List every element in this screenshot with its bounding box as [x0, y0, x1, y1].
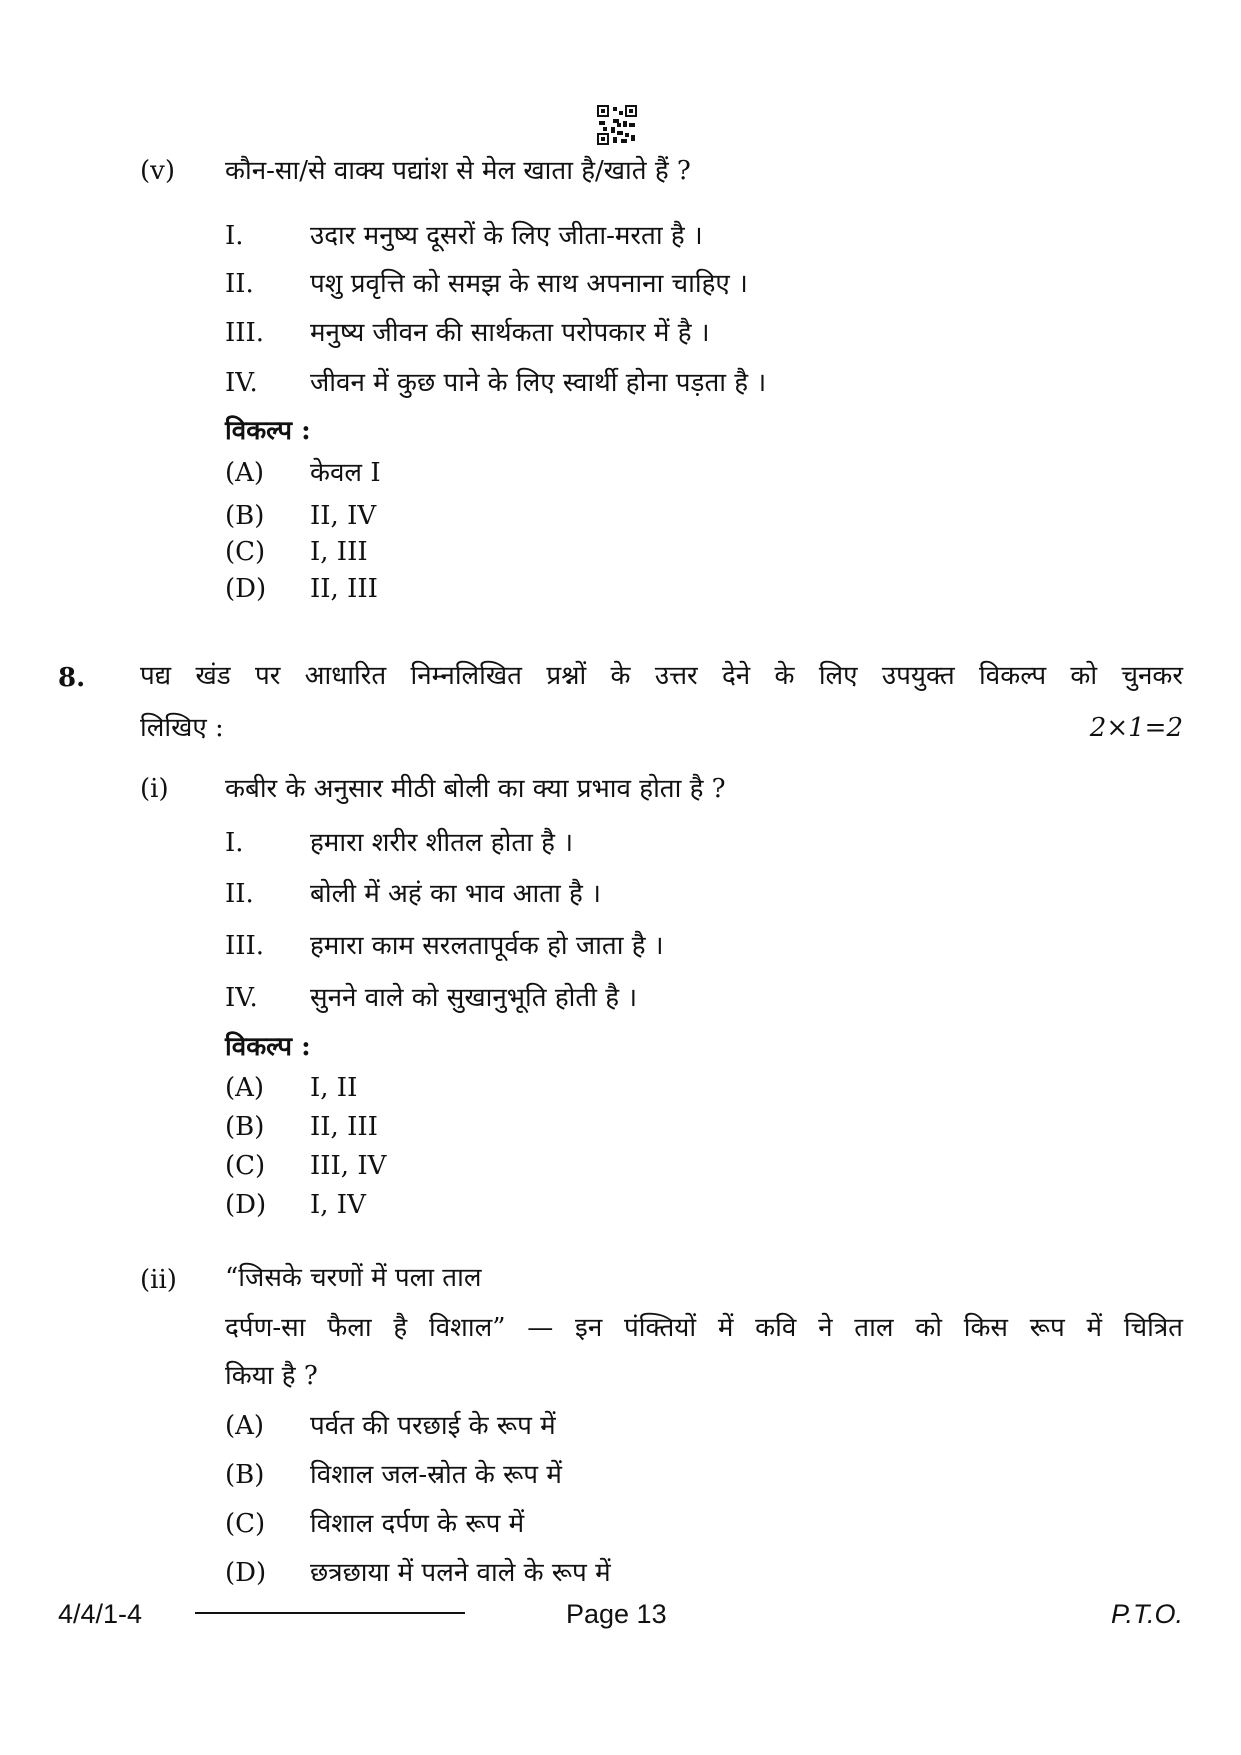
q8-part-i-number: (i)	[140, 774, 169, 804]
option-text: I, IV	[310, 1190, 366, 1220]
q8-part-ii-line1: “जिसके चरणों में पला ताल	[225, 1263, 482, 1293]
page-number: Page 13	[566, 1599, 667, 1629]
option-text: I, III	[310, 537, 368, 567]
q7-part-v-question: कौन-सा/से वाक्य पद्यांश से मेल खाता है/खाते हैं ?	[225, 156, 691, 186]
option-text: I, II	[310, 1073, 358, 1103]
option-text: III, IV	[310, 1151, 387, 1181]
option-key: (D)	[225, 1190, 267, 1220]
statement-number: IV.	[225, 983, 258, 1013]
qr-code	[597, 105, 637, 145]
option-key: (A)	[225, 1073, 265, 1103]
statement-text: सुनने वाले को सुखानुभूति होती है ।	[310, 983, 638, 1013]
q7-part-v-number: (v)	[140, 156, 175, 186]
statement-text: हमारा काम सरलतापूर्वक हो जाता है ।	[310, 931, 664, 961]
statement-number: I.	[225, 828, 244, 858]
statement-text: जीवन में कुछ पाने के लिए स्वार्थी होना पड़ता है ।	[310, 368, 767, 398]
option-key: (C)	[225, 537, 266, 567]
q8-marks: 2×1=2	[1089, 713, 1183, 743]
options-label: विकल्प :	[225, 416, 311, 446]
option-text: II, IV	[310, 501, 377, 531]
q8-instruction-line1: पद्य खंड पर आधारित निम्नलिखित प्रश्नों के उत्तर देने के लिए उपयुक्त विकल्प को चुनकर	[140, 661, 1183, 691]
option-text: II, III	[310, 574, 378, 604]
statement-text: मनुष्य जीवन की सार्थकता परोपकार में है ।	[310, 318, 710, 348]
statement-text: पशु प्रवृत्ति को समझ के साथ अपनाना चाहिए ।	[310, 269, 748, 299]
statement-text: उदार मनुष्य दूसरों के लिए जीता-मरता है ।	[310, 221, 703, 251]
paper-code: 4/4/1-4	[58, 1599, 143, 1629]
q8-part-ii-number: (ii)	[140, 1265, 177, 1295]
option-text: II, III	[310, 1112, 378, 1142]
statement-text: बोली में अहं का भाव आता है ।	[310, 879, 601, 909]
q8-part-i-question: कबीर के अनुसार मीठी बोली का क्या प्रभाव होता है ?	[225, 774, 726, 804]
option-key: (B)	[225, 1112, 265, 1142]
q8-instruction-line2: लिखिए :	[140, 713, 224, 743]
option-text: विशाल जल-स्रोत के रूप में	[310, 1460, 562, 1490]
statement-number: II.	[225, 879, 254, 909]
option-key: (A)	[225, 1411, 265, 1441]
option-text: केवल I	[310, 458, 381, 488]
q8-part-ii-line2: दर्पण-सा फैला है विशाल” — इन पंक्तियों में कवि ने ताल को किस रूप में चित्रित	[225, 1313, 1183, 1343]
option-key: (C)	[225, 1151, 266, 1181]
option-key: (D)	[225, 574, 267, 604]
option-text: पर्वत की परछाई के रूप में	[310, 1411, 556, 1441]
q8-number: 8.	[58, 663, 86, 693]
option-text: छत्रछाया में पलने वाले के रूप में	[310, 1558, 611, 1588]
option-key: (D)	[225, 1558, 267, 1588]
footer-divider	[195, 1612, 465, 1614]
statement-number: IV.	[225, 368, 258, 398]
statement-number: II.	[225, 269, 254, 299]
option-key: (B)	[225, 501, 265, 531]
pto-label: P.T.O.	[1110, 1599, 1183, 1629]
q8-part-ii-line3: किया है ?	[225, 1361, 318, 1391]
option-key: (B)	[225, 1460, 265, 1490]
statement-number: I.	[225, 221, 244, 251]
statement-number: III.	[225, 931, 265, 961]
option-key: (C)	[225, 1509, 266, 1539]
statement-text: हमारा शरीर शीतल होता है ।	[310, 828, 574, 858]
option-text: विशाल दर्पण के रूप में	[310, 1509, 525, 1539]
options-label: विकल्प :	[225, 1032, 311, 1062]
statement-number: III.	[225, 318, 265, 348]
option-key: (A)	[225, 458, 265, 488]
